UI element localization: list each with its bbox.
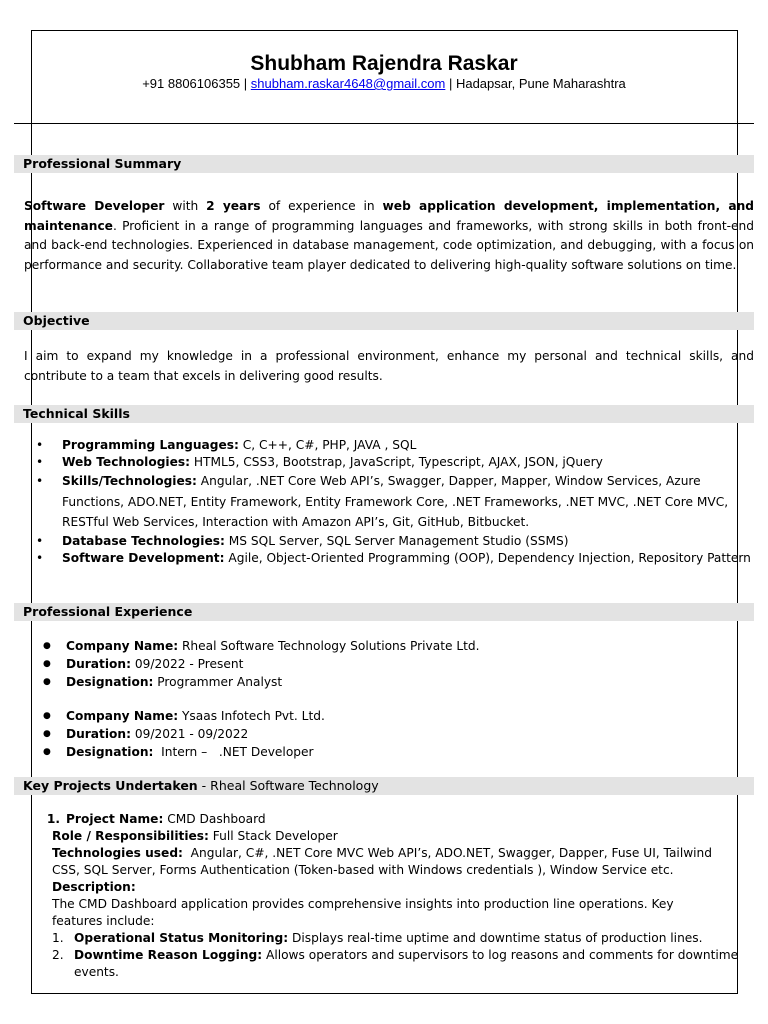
phone: +91 8806106355 [142, 76, 241, 91]
list-item: ● Company Name: Rheal Software Technology Solutions Private Ltd. [22, 637, 480, 655]
summary-text: Software Developer with 2 years of experience in web application development, implementation, and maintenance. Proficient in a range of programming languages and frameworks, with strong skills in both front-end and back-end technologies. Experienced in database management, code optimization, and debugging, with a focus on performance and security. Collaborative team player dedicated to delivering high-quality software solutions on time. [24, 199, 754, 272]
project-1: 1. Project Name: CMD Dashboard Role / Responsibilities: Full Stack Developer Technologies used: Angular, C#, .NET Core MVC Web API’s, ADO.NET, Swagger, Dapper, Fuse UI, Tailwind CSS, SQL Server, Forms Authentication (Token-based with Windows credentials ), Window Service etc. Description: The CMD Dashboard application provides comprehensive insights into production line operations. Key features include: 1. Operational Status Monitoring: Displays real-time uptime and downtime status of production lines. 2. Downtime Reason Logging: Allows operators and supervisors to log reasons and comments for downtime events. [26, 811, 754, 981]
list-item: ● Company Name: Ysaas Infotech Pvt. Ltd. [22, 707, 325, 725]
list-item: ● Designation: Programmer Analyst [22, 673, 480, 691]
list-item: • Software Development: Agile, Object-Oriented Programming (OOP), Dependency Injection, Repository Pattern [22, 550, 754, 567]
project-tech: Technologies used: Angular, C#, .NET Core MVC Web API’s, ADO.NET, Swagger, Dapper, Fuse UI, Tailwind [52, 846, 713, 860]
contact-line: +91 8806106355 | shubham.raskar4648@gmail.com | Hadapsar, Pune Maharashtra [142, 76, 626, 91]
list-item: ● Duration: 09/2021 - 09/2022 [22, 725, 325, 743]
section-header-experience: Professional Experience [14, 603, 754, 621]
section-header-summary: Professional Summary [14, 155, 754, 173]
project-description: The CMD Dashboard application provides comprehensive insights into production line operations. Key [52, 897, 674, 911]
objective-text: I aim to expand my knowledge in a professional environment, enhance my personal and technical skills, and contribute to a team that excels in delivering good results. [24, 349, 754, 383]
list-item: • Skills/Technologies: Angular, .NET Core Web API’s, Swagger, Dapper, Mapper, Window Services, Azure Functions, ADO.NET, Entity Framework, Entity Framework Core, .NET Frameworks, .NET MVC, .NET Core MVC, RESTful Web Services, Interaction with Amazon API’s, Git, GitHub, Bitbucket. [22, 471, 754, 533]
list-item: ● Designation: Intern – .NET Developer [22, 743, 325, 761]
list-item: • Web Technologies: HTML5, CSS3, Bootstrap, JavaScript, Typescript, AJAX, JSON, jQuery [22, 454, 754, 471]
section-header-projects: Key Projects Undertaken - Rheal Software Technology [14, 777, 754, 795]
section-header-objective: Objective [14, 312, 754, 330]
project-role: Role / Responsibilities: Full Stack Developer [52, 829, 338, 843]
experience-job-1 [22, 637, 480, 691]
experience-job-2 [22, 707, 325, 761]
project-description-label: Description: [52, 880, 136, 894]
candidate-name: Shubham Rajendra Raskar [250, 52, 518, 75]
skills-list [22, 437, 754, 567]
list-item: • Programming Languages: C, C++, C#, PHP, JAVA , SQL [22, 437, 754, 454]
list-item: ● Duration: 09/2022 - Present [22, 655, 480, 673]
header-divider [14, 123, 754, 124]
email-link[interactable]: shubham.raskar4648@gmail.com [250, 76, 446, 91]
feature-item: 1. Operational Status Monitoring: Displays real-time uptime and downtime status of production lines. [52, 931, 703, 945]
location: Hadapsar, Pune Maharashtra [455, 76, 626, 91]
project-name: 1. Project Name: CMD Dashboard [46, 812, 266, 826]
feature-item: 2. Downtime Reason Logging: Allows operators and supervisors to log reasons and comments for downtime events. [52, 948, 739, 979]
section-header-skills: Technical Skills [14, 405, 754, 423]
list-item: • Database Technologies: MS SQL Server, SQL Server Management Studio (SSMS) [22, 533, 754, 550]
